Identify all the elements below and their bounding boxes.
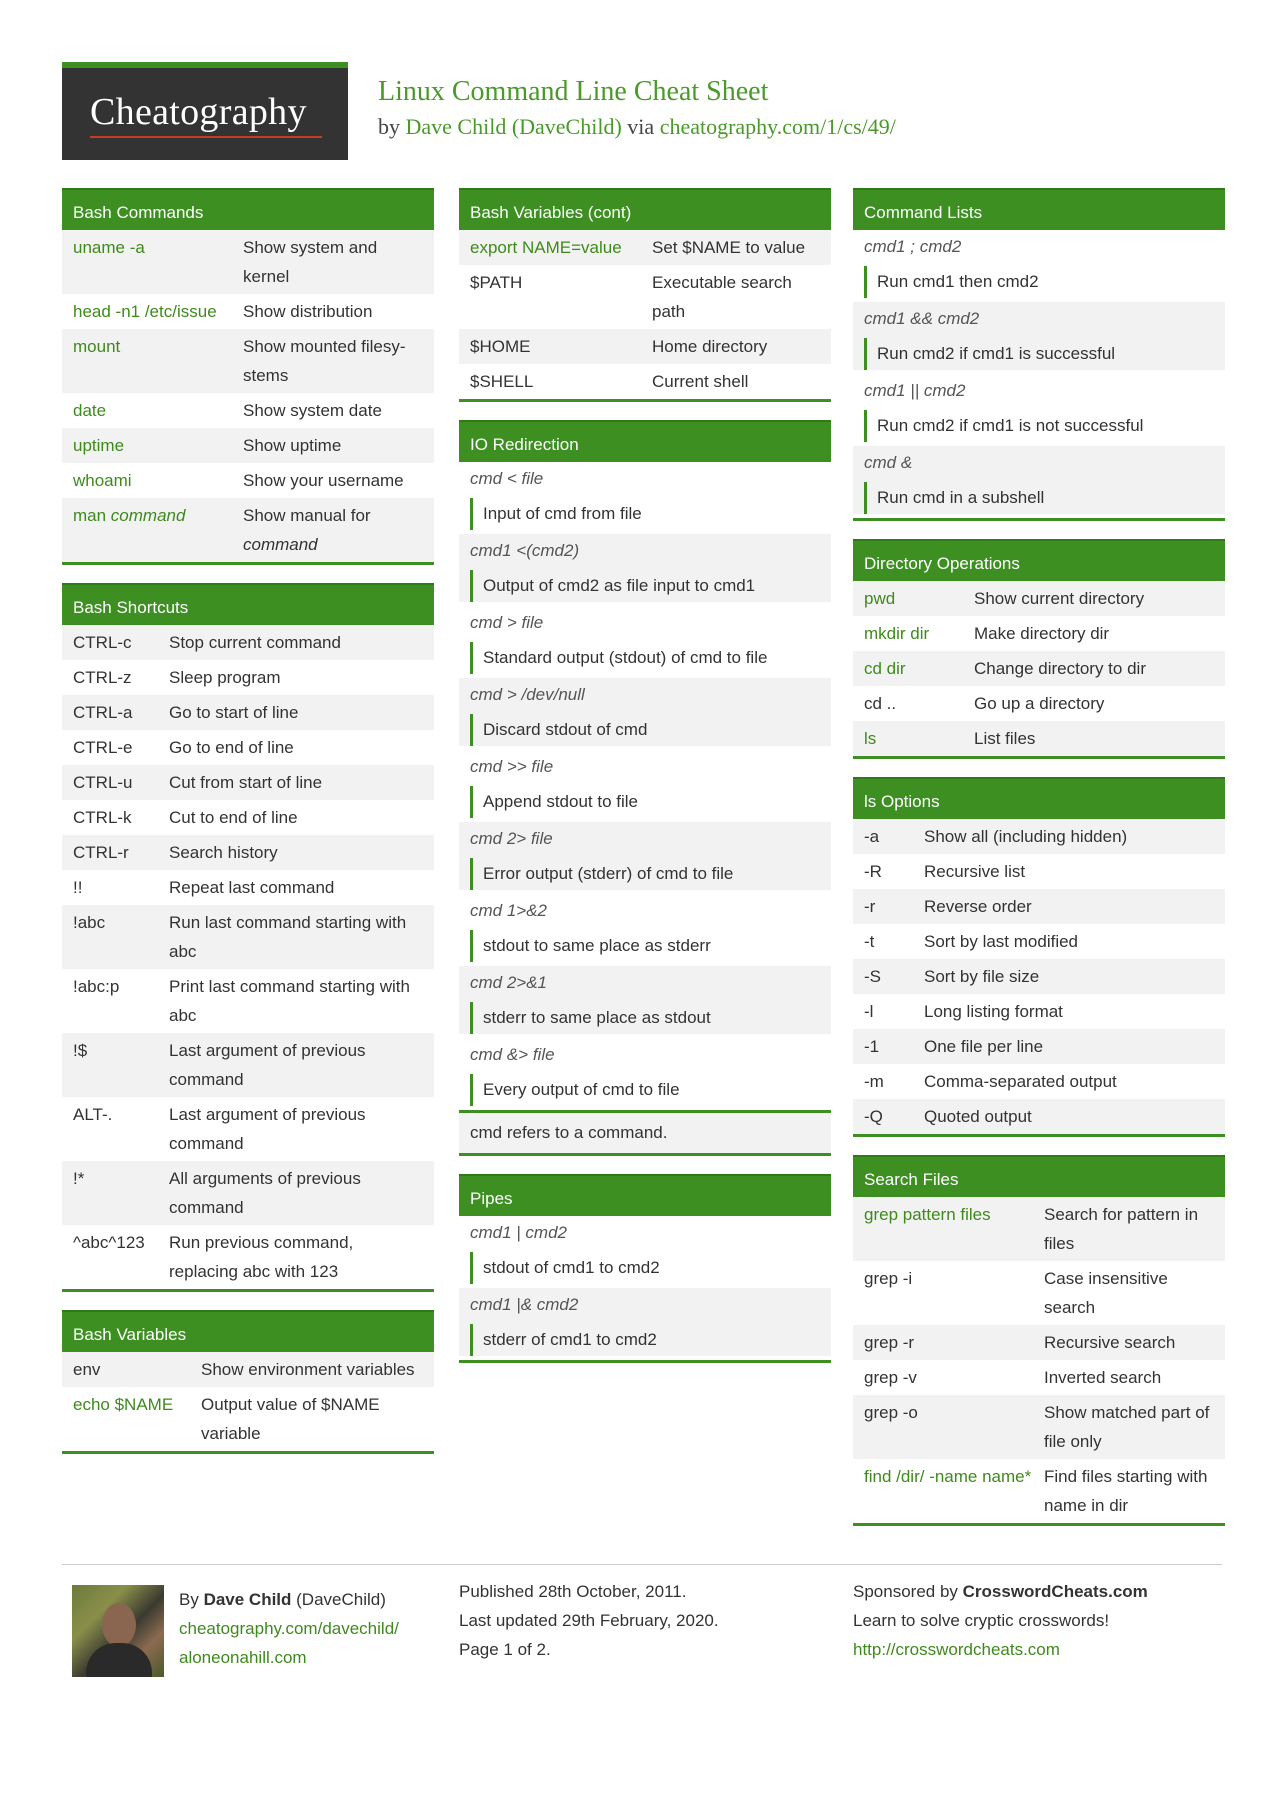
row-value: Search history: [169, 843, 278, 862]
table-row: [853, 686, 1225, 721]
table-row: [853, 959, 1225, 994]
row-key: !*: [73, 1169, 85, 1188]
command-text: cmd > file: [470, 613, 544, 632]
row-value: Cut from start of line: [169, 773, 323, 792]
row-value: Show uptime: [243, 436, 342, 455]
command-text: cmd > /dev/null: [470, 685, 585, 704]
byline-url-link[interactable]: cheatography.com/1/cs/49/: [659, 114, 896, 139]
command-text: cmd1 | cmd2: [470, 1223, 568, 1242]
table-row: [853, 1261, 1225, 1325]
command-description: Append stdout to file: [470, 786, 831, 818]
row-value: Show your username: [243, 471, 404, 490]
table-row: [853, 854, 1225, 889]
table-row: [62, 294, 434, 329]
list-item: [459, 462, 831, 530]
page-footer: [62, 1564, 1222, 1667]
table-row: [62, 870, 434, 905]
table-row: [62, 695, 434, 730]
command-text: cmd &: [864, 453, 913, 472]
command-description: Every output of cmd to file: [470, 1074, 831, 1106]
row-key: grep pattern files: [864, 1205, 991, 1224]
row-key: -a: [864, 827, 880, 846]
list-item: [459, 534, 831, 602]
table-row: [62, 393, 434, 428]
byline-author-link[interactable]: Dave Child (DaveChild): [405, 114, 622, 139]
list-item: [853, 374, 1225, 442]
key-italic: command: [110, 506, 186, 525]
sponsor-link[interactable]: http://crosswordcheats.com: [853, 1640, 1060, 1659]
column-1: [62, 188, 434, 1472]
row-key: !$: [73, 1041, 88, 1060]
byline-by: by: [378, 114, 400, 139]
block-bash-shortcuts: [62, 583, 434, 1292]
list-item: [459, 822, 831, 890]
row-value: Show all (including hidden): [924, 827, 1128, 846]
row-value: Run last command starting with abc: [169, 913, 407, 961]
row-value: List files: [974, 729, 1036, 748]
row-value: Find files starting with name in dir: [1044, 1467, 1208, 1515]
row-key: -m: [864, 1072, 884, 1091]
value-text: Show manual for: [243, 506, 371, 525]
author-info: [179, 1585, 399, 1672]
sponsored-by-text: Sponsored by: [853, 1582, 963, 1601]
table-row: [62, 1225, 434, 1289]
row-value: Executable search path: [652, 273, 792, 321]
command-text: cmd 2> file: [470, 829, 553, 848]
row-key: CTRL-e: [73, 738, 133, 757]
table-row: [62, 230, 434, 294]
by-text: By: [179, 1590, 204, 1609]
row-key: env: [73, 1360, 101, 1379]
command-text: cmd1 && cmd2: [864, 309, 980, 328]
row-value: Long listing format: [924, 1002, 1063, 1021]
table-row: [853, 1325, 1225, 1360]
row-key: -r: [864, 897, 876, 916]
value-italic: command: [243, 535, 318, 554]
command-text: cmd1 <(cmd2): [470, 541, 580, 560]
table-row: [853, 721, 1225, 756]
row-value: Recursive list: [924, 862, 1026, 881]
io-note: cmd refers to a command.: [459, 1110, 831, 1153]
command-description: Run cmd1 then cmd2: [864, 266, 1225, 298]
sponsor-line: [853, 1577, 1225, 1606]
command-text: cmd 1>&2: [470, 901, 548, 920]
row-value: Run previous command, replacing abc with 123: [169, 1233, 354, 1281]
command-description: Standard output (stdout) of cmd to file: [470, 642, 831, 674]
row-value: Recursive search: [1044, 1333, 1176, 1352]
block-title: Pipes: [459, 1174, 831, 1216]
command-description: stderr of cmd1 to cmd2: [470, 1324, 831, 1356]
block-bash-variables: [62, 1310, 434, 1454]
row-value: [243, 501, 434, 559]
row-key: grep -i: [864, 1269, 913, 1288]
block-io-redirection: [459, 420, 831, 1156]
block-search-files: [853, 1155, 1225, 1526]
command-description: Discard stdout of cmd: [470, 714, 831, 746]
command-text: cmd &> file: [470, 1045, 555, 1064]
command-text: cmd1 || cmd2: [864, 381, 966, 400]
table-row: [62, 969, 434, 1033]
sheet-header: [62, 62, 1222, 160]
row-value: Print last command starting with abc: [169, 977, 410, 1025]
row-key: !!: [73, 878, 83, 897]
row-key: -l: [864, 1002, 874, 1021]
row-key: uptime: [73, 436, 125, 455]
table-row: [62, 1387, 434, 1451]
command-text: cmd 2>&1: [470, 973, 548, 992]
block-ls-options: [853, 777, 1225, 1137]
table-row: [62, 1352, 434, 1387]
byline-via: via: [627, 114, 655, 139]
row-value: Show mounted filesy-stems: [243, 337, 406, 385]
row-value: Search for pattern in files: [1044, 1205, 1199, 1253]
cheatography-logo[interactable]: [62, 62, 348, 160]
list-item: [853, 230, 1225, 298]
row-key: CTRL-r: [73, 843, 129, 862]
logo-underline: [90, 136, 322, 138]
table-row: [853, 581, 1225, 616]
row-value: Output value of $NAME variable: [201, 1395, 380, 1443]
author-site-link[interactable]: aloneonahill.com: [179, 1648, 307, 1667]
row-key: mkdir dir: [864, 624, 930, 643]
row-value: Make directory dir: [974, 624, 1110, 643]
command-description: stderr to same place as stdout: [470, 1002, 831, 1034]
row-key: whoami: [73, 471, 132, 490]
row-value: Repeat last command: [169, 878, 335, 897]
byline: [378, 114, 896, 140]
table-row: [853, 1197, 1225, 1261]
table-row: [853, 1360, 1225, 1395]
list-item: [459, 750, 831, 818]
row-value: Go to end of line: [169, 738, 294, 757]
table-row: [853, 616, 1225, 651]
table-row: [853, 651, 1225, 686]
list-item: [459, 1216, 831, 1284]
column-3: [853, 188, 1225, 1544]
row-value: Reverse order: [924, 897, 1032, 916]
row-value: Show matched part of file only: [1044, 1403, 1210, 1451]
table-row: [62, 800, 434, 835]
table-row: [459, 265, 831, 329]
published-date: Published 28th October, 2011.: [459, 1582, 687, 1601]
row-key: head -n1 /etc/issue: [73, 302, 217, 321]
row-key: pwd: [864, 589, 896, 608]
logo-text: Cheatography: [90, 91, 307, 133]
block-title: Bash Commands: [62, 188, 434, 230]
command-text: cmd >> file: [470, 757, 554, 776]
row-key: ^abc^123: [73, 1233, 145, 1252]
table-row: [459, 364, 831, 399]
row-key: grep -r: [864, 1333, 915, 1352]
list-item: [459, 966, 831, 1034]
author-profile-link[interactable]: cheatography.com/davechild/: [179, 1619, 399, 1638]
row-key: -Q: [864, 1107, 883, 1126]
row-value: Last argument of previous command: [169, 1105, 366, 1153]
block-pipes: [459, 1174, 831, 1363]
row-key: $PATH: [470, 273, 523, 292]
row-value: Change directory to dir: [974, 659, 1146, 678]
author-avatar: [72, 1585, 164, 1677]
table-row: [459, 329, 831, 364]
sponsor-tagline: Learn to solve cryptic crosswords!: [853, 1611, 1110, 1630]
author-name: Dave Child: [203, 1590, 292, 1609]
sponsor-name: CrosswordCheats.com: [962, 1582, 1148, 1601]
row-value: One file per line: [924, 1037, 1044, 1056]
block-command-lists: [853, 188, 1225, 521]
updated-date: Last updated 29th February, 2020.: [459, 1611, 719, 1630]
row-key: !abc:p: [73, 977, 120, 996]
row-value: Home directory: [652, 337, 768, 356]
row-key: cd ..: [864, 694, 897, 713]
row-key: grep -o: [864, 1403, 918, 1422]
block-bash-variables-cont: [459, 188, 831, 402]
table-row: [62, 1033, 434, 1097]
row-value: Set $NAME to value: [652, 238, 806, 257]
footer-sponsor: [853, 1577, 1225, 1664]
key-text: man: [73, 506, 111, 525]
row-key: CTRL-a: [73, 703, 133, 722]
table-row: [853, 1459, 1225, 1523]
row-key: -1: [864, 1037, 880, 1056]
row-key: $SHELL: [470, 372, 534, 391]
list-item: [853, 446, 1225, 514]
table-row: [62, 660, 434, 695]
block-title: IO Redirection: [459, 420, 831, 462]
row-value: Case insensitive search: [1044, 1269, 1168, 1317]
row-value: Inverted search: [1044, 1368, 1162, 1387]
block-title: Directory Operations: [853, 539, 1225, 581]
row-value: Show current directory: [974, 589, 1145, 608]
row-key: find /dir/ -name name*: [864, 1467, 1032, 1486]
row-key: CTRL-z: [73, 668, 132, 687]
list-item: [459, 606, 831, 674]
row-key: CTRL-c: [73, 633, 132, 652]
table-row: [62, 1097, 434, 1161]
command-description: Run cmd in a subshell: [864, 482, 1225, 514]
table-row: [853, 994, 1225, 1029]
row-key: export NAME=value: [470, 238, 622, 257]
footer-dates: [459, 1577, 831, 1664]
row-key: CTRL-u: [73, 773, 133, 792]
row-value: Sleep program: [169, 668, 281, 687]
table-row: [853, 1099, 1225, 1134]
row-value: Sort by last modified: [924, 932, 1079, 951]
row-key: cd dir: [864, 659, 906, 678]
command-description: stdout to same place as stderr: [470, 930, 831, 962]
table-row: [853, 819, 1225, 854]
author-handle: (DaveChild): [291, 1590, 386, 1609]
row-value: Comma-separated output: [924, 1072, 1117, 1091]
row-value: Cut to end of line: [169, 808, 298, 827]
page-title: Linux Command Line Cheat Sheet: [378, 76, 769, 107]
row-value: All arguments of previous command: [169, 1169, 361, 1217]
table-row: [853, 1029, 1225, 1064]
row-key: !abc: [73, 913, 106, 932]
command-text: cmd1 |& cmd2: [470, 1295, 579, 1314]
table-row: [459, 230, 831, 265]
table-row: [62, 765, 434, 800]
command-text: cmd1 ; cmd2: [864, 237, 962, 256]
block-bash-commands: [62, 188, 434, 565]
command-description: Run cmd2 if cmd1 is not successful: [864, 410, 1225, 442]
table-row: [62, 730, 434, 765]
command-description: Error output (stderr) of cmd to file: [470, 858, 831, 890]
list-item: [459, 678, 831, 746]
row-key: -R: [864, 862, 882, 881]
block-title: Search Files: [853, 1155, 1225, 1197]
row-value: Show system date: [243, 401, 382, 420]
row-key: echo $NAME: [73, 1395, 174, 1414]
list-item: [459, 1288, 831, 1356]
row-key: CTRL-k: [73, 808, 132, 827]
table-row: [62, 463, 434, 498]
row-key: -S: [864, 967, 881, 986]
command-description: Input of cmd from file: [470, 498, 831, 530]
table-row: [62, 329, 434, 393]
table-row: [853, 889, 1225, 924]
row-value: Quoted output: [924, 1107, 1032, 1126]
row-value: Go up a directory: [974, 694, 1105, 713]
row-value: Show distribution: [243, 302, 373, 321]
table-row: [62, 835, 434, 870]
block-title: Bash Variables (cont): [459, 188, 831, 230]
row-key: grep -v: [864, 1368, 917, 1387]
row-value: Last argument of previous command: [169, 1041, 366, 1089]
command-description: Run cmd2 if cmd1 is successful: [864, 338, 1225, 370]
list-item: [853, 302, 1225, 370]
page-number: Page 1 of 2.: [459, 1640, 551, 1659]
block-title: Command Lists: [853, 188, 1225, 230]
list-item: [459, 894, 831, 962]
row-key: ALT-.: [73, 1105, 113, 1124]
table-row: [853, 1395, 1225, 1459]
row-key: -t: [864, 932, 875, 951]
author-line: [179, 1585, 399, 1614]
table-row: [62, 625, 434, 660]
block-title: ls Options: [853, 777, 1225, 819]
row-value: Sort by file size: [924, 967, 1040, 986]
table-row: [853, 1064, 1225, 1099]
row-value: Show environment variables: [201, 1360, 415, 1379]
list-item: [459, 1038, 831, 1106]
block-title: Bash Variables: [62, 1310, 434, 1352]
row-value: Current shell: [652, 372, 749, 391]
table-row: [62, 428, 434, 463]
row-key: $HOME: [470, 337, 531, 356]
row-key: uname -a: [73, 238, 145, 257]
command-text: cmd < file: [470, 469, 544, 488]
command-description: stdout of cmd1 to cmd2: [470, 1252, 831, 1284]
block-title: Bash Shortcuts: [62, 583, 434, 625]
table-row: [62, 905, 434, 969]
row-key: ls: [864, 729, 877, 748]
row-value: Show system and kernel: [243, 238, 378, 286]
table-row: [62, 1161, 434, 1225]
block-directory-operations: [853, 539, 1225, 759]
table-row: [62, 498, 434, 562]
column-2: [459, 188, 831, 1381]
row-value: Go to start of line: [169, 703, 299, 722]
command-description: Output of cmd2 as file input to cmd1: [470, 570, 831, 602]
row-key: [73, 501, 243, 559]
row-key: mount: [73, 337, 121, 356]
row-value: Stop current command: [169, 633, 341, 652]
table-row: [853, 924, 1225, 959]
row-key: date: [73, 401, 107, 420]
